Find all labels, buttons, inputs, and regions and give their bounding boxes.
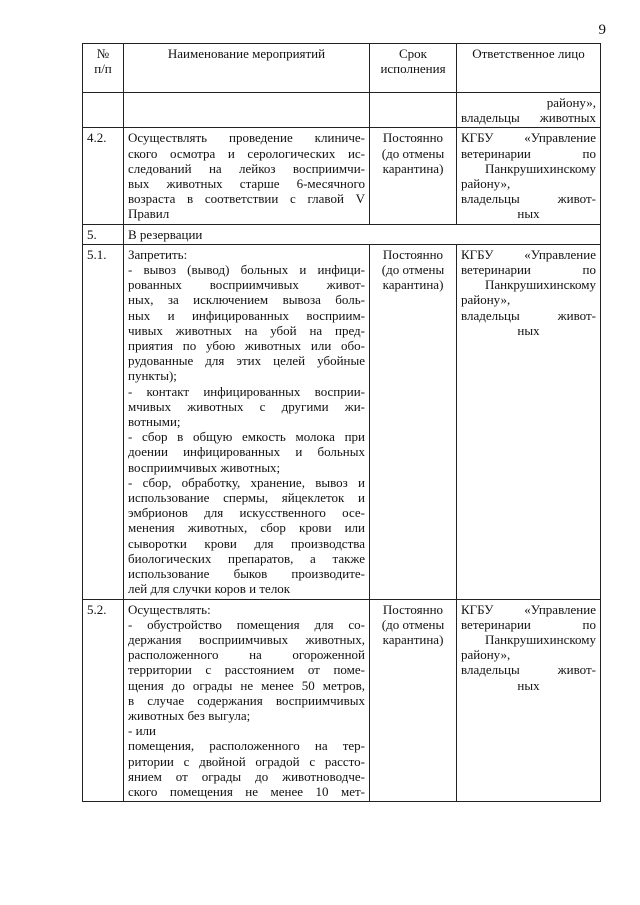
row-responsible: району», владельцы животных — [457, 93, 601, 128]
table-header-row — [83, 44, 601, 93]
section-row — [83, 224, 601, 244]
row-responsible: КГБУ «Управление ветеринарии по Панкрушихинскому району», владельцы живот- ных — [457, 128, 601, 224]
row-number: 4.2. — [83, 128, 124, 224]
row-measure: Осуществлять проведение клиниче- ского осмотра и серологических ис- следований на лейкоз восприимчи- вых животных старше 6-месячного возраста в соответствии с главой V Правил — [124, 128, 370, 224]
header-number: № п/п — [83, 44, 124, 93]
table-row — [83, 599, 601, 802]
row-deadline: Постоянно (до отмены карантина) — [370, 599, 457, 802]
table-row — [83, 128, 601, 224]
section-number: 5. — [83, 224, 124, 244]
table-row — [83, 244, 601, 599]
row-number: 5.2. — [83, 599, 124, 802]
header-responsible: Ответственное лицо — [457, 44, 601, 93]
table-row — [83, 93, 601, 128]
row-measure: Запретить: - вывоз (вывод) больных и инфици- рованных восприимчивых живот- ных, за исключением вывоза боль- ных и инфицированных восприим- чивых животных на убой на пред- приятия по убою животных или обо- рудованные для этих целей убойные пункты); - контакт инфицированных восприи- мчивых животных с другими жи- вотными; - сбор в общую емкость молока при доении инфицированных и больных восприимчивых животных; - сбор, обработку, хранение, вывоз и использование спермы, яйцеклеток и эмбрионов для искусственного осе- менения животных, сбор крови или сыворотки крови для производства биологических препаратов, а также использование быков производите- лей для случки коров и телок — [124, 244, 370, 599]
row-responsible: КГБУ «Управление ветеринарии по Панкрушихинскому району», владельцы живот- ных — [457, 244, 601, 599]
header-deadline: Срок исполнения — [370, 44, 457, 93]
row-responsible: КГБУ «Управление ветеринарии по Панкрушихинскому району», владельцы живот- ных — [457, 599, 601, 802]
page-number: 9 — [598, 22, 606, 38]
row-measure: Осуществлять: - обустройство помещения для со- держания восприимчивых животных, расположенного на огороженной территории с расстоянием от поме- щения до ограды не менее 50 метров, в случае содержания восприимчивых животных без выгула; - или помещения, расположенного на тер- ритории с двойной оградой с рассто- янием от ограды до животноводче- ского помещения не менее 10 мет- — [124, 599, 370, 802]
row-number — [83, 93, 124, 128]
row-deadline: Постоянно (до отмены карантина) — [370, 244, 457, 599]
row-deadline — [370, 93, 457, 128]
header-measures: Наименование мероприятий — [124, 44, 370, 93]
measures-table — [82, 43, 601, 802]
row-deadline: Постоянно (до отмены карантина) — [370, 128, 457, 224]
row-number: 5.1. — [83, 244, 124, 599]
section-title: В резервации — [124, 224, 601, 244]
row-measure — [124, 93, 370, 128]
